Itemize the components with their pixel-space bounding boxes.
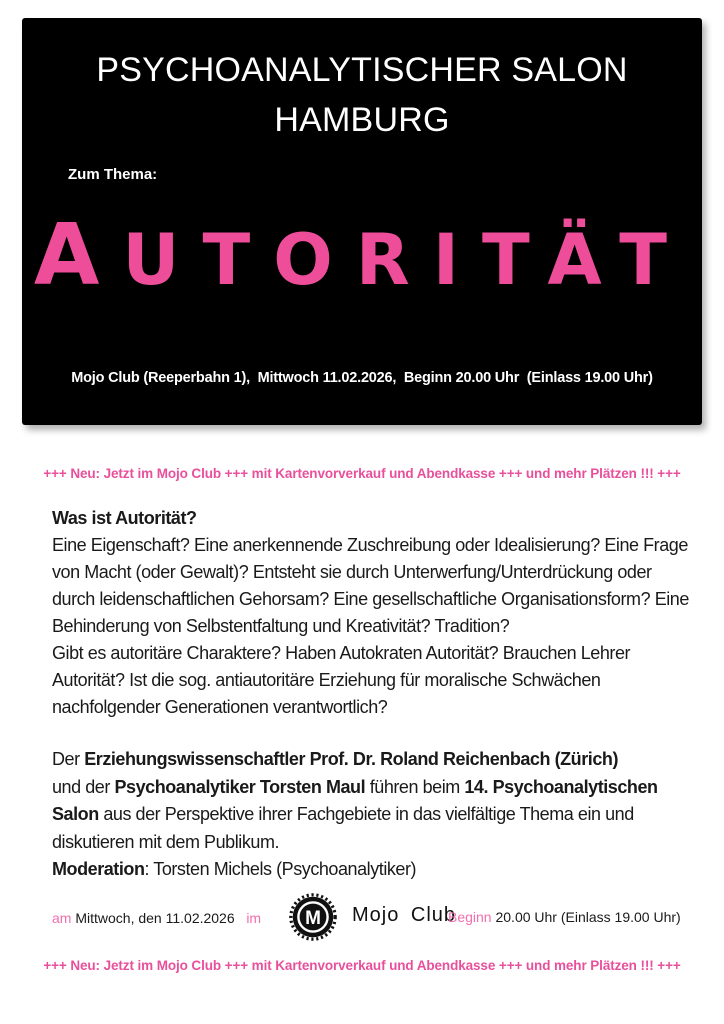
mojo-logo-letter: M — [305, 908, 321, 929]
body-heading: Was ist Autorität? — [52, 508, 197, 528]
body-text — [52, 505, 689, 884]
footer-time-text: Beginn 20.00 Uhr (Einlass 19.00 Uhr) — [448, 909, 681, 925]
text-line: durch leidenschaftlichen Gehorsam? Eine gesellschaftliche Organisationsform? Eine — [52, 589, 689, 609]
topic-headline: AUTORITÄT — [33, 205, 691, 304]
footer-date-text: am Mittwoch, den 11.02.2026 im — [52, 910, 262, 926]
salon-title-line1: PSYCHOANALYTISCHER SALON — [96, 51, 628, 89]
event-info-line: Mojo Club (Reeperbahn 1), Mittwoch 11.02.2026, Beginn 20.00 Uhr (Einlass 19.00 Uhr) — [71, 370, 653, 386]
topic-kicker: Zum Thema: — [68, 166, 158, 183]
text-line: nachfolgender Generationen verantwortlich? — [52, 697, 388, 717]
ticker-bottom: +++ Neu: Jetzt im Mojo Club +++ mit Kartenvorverkauf und Abendkasse +++ und mehr Plätzen !!! +++ — [43, 958, 681, 973]
text-line: von Macht (oder Gewalt)? Entsteht sie durch Unterwerfung/Unterdrückung oder — [52, 562, 652, 582]
ticker-top: +++ Neu: Jetzt im Mojo Club +++ mit Kartenvorverkauf und Abendkasse +++ und mehr Plätzen !!! +++ — [43, 466, 681, 481]
text-line: Salon aus der Perspektive ihrer Fachgebiete in das vielfältige Thema ein und — [52, 804, 634, 824]
footer-row — [0, 893, 724, 945]
text-line: diskutieren mit dem Publikum. — [52, 831, 280, 852]
speakers-paragraph — [52, 746, 677, 884]
venue-name: Mojo Club — [352, 904, 457, 926]
text-line: Der Erziehungswissenschaftler Prof. Dr. Roland Reichenbach (Zürich) — [52, 749, 618, 769]
questions-paragraph — [52, 532, 689, 721]
poster-header-box — [22, 18, 702, 425]
salon-title — [22, 45, 702, 145]
text-line: Eine Eigenschaft? Eine anerkennende Zuschreibung oder Idealisierung? Eine Frage — [52, 535, 688, 555]
salon-title-line2: HAMBURG — [274, 101, 450, 139]
text-line: Autorität? Ist die sog. antiautoritäre Erziehung für moralische Schwächen — [52, 670, 601, 690]
text-line: Moderation: Torsten Michels (Psychoanalytiker) — [52, 859, 417, 879]
mojo-club-logo-icon — [289, 893, 337, 941]
text-line: Behinderung von Selbstentfaltung und Kreativität? Tradition? — [52, 616, 510, 636]
text-line: und der Psychoanalytiker Torsten Maul führen beim 14. Psychoanalytischen — [52, 776, 658, 797]
text-line: Gibt es autoritäre Charaktere? Haben Autokraten Autorität? Brauchen Lehrer — [52, 643, 631, 663]
